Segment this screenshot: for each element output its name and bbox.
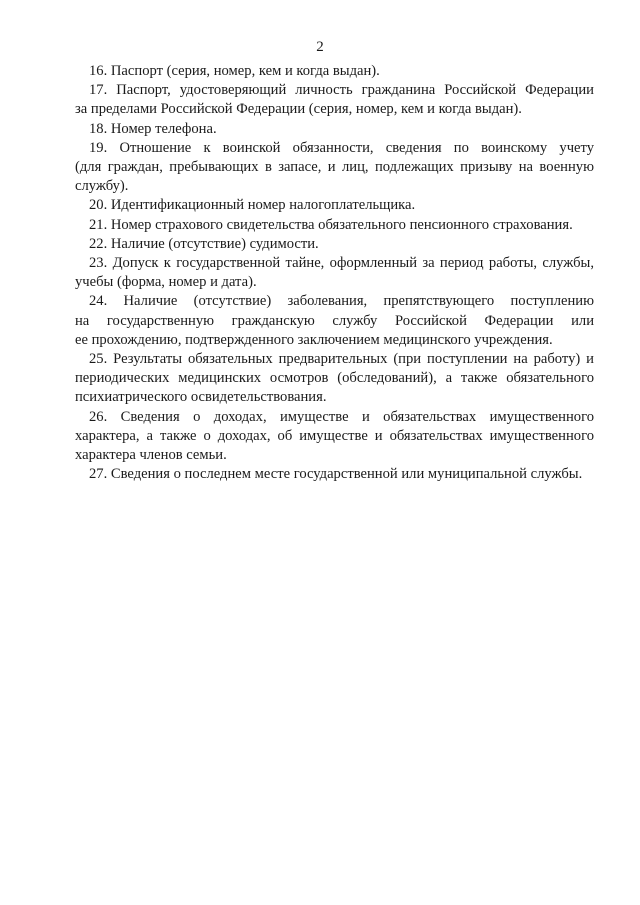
list-item-24 — [75, 292, 594, 350]
list-item-18 — [82, 120, 594, 139]
text-line: 16. Паспорт (серия, номер, кем и когда выдан). — [89, 63, 380, 79]
text-line: 22. Наличие (отсутствие) судимости. — [89, 235, 319, 252]
text-line: учебы (форма, номер и дата). — [75, 274, 257, 291]
text-line: 26. Сведения о доходах, имуществе и обязательствах имущественного — [89, 408, 594, 425]
list-item-22 — [82, 235, 594, 254]
text-line: 17. Паспорт, удостоверяющий личность гражданина Российской Федерации — [89, 82, 594, 99]
text-line: характера, а также о доходах, об имуществе и обязательствах имущественного — [75, 427, 594, 444]
list-item-27 — [82, 465, 594, 484]
text-line: 19. Отношение к воинской обязанности, сведения по воинскому учету — [89, 139, 594, 156]
text-line: службу). — [75, 178, 129, 195]
list-item-17 — [75, 81, 594, 119]
text-line: 25. Результаты обязательных предварительных (при поступлении на работу) и — [89, 351, 594, 368]
text-line: за пределами Российской Федерации (серия, номер, кем и когда выдан). — [75, 101, 522, 118]
text-line: ее прохождению, подтвержденного заключением медицинского учреждения. — [75, 331, 553, 348]
text-line: 21. Номер страхового свидетельства обязательного пенсионного страхования. — [89, 216, 573, 233]
list-item-16 — [82, 62, 594, 81]
list-item-19 — [75, 139, 594, 197]
text-line: 18. Номер телефона. — [89, 120, 217, 137]
text-line: 20. Идентификационный номер налогоплательщика. — [89, 197, 416, 214]
text-line: 27. Сведения о последнем месте государственной или муниципальной службы. — [89, 466, 583, 483]
text-line: на государственную гражданскую службу Российской Федерации или — [75, 312, 594, 329]
text-line: 23. Допуск к государственной тайне, оформленный за период работы, службы, — [89, 255, 594, 272]
text-line: характера членов семьи. — [75, 447, 227, 464]
page-number: 2 — [316, 39, 324, 55]
list-item-20 — [82, 196, 594, 215]
text-line: 24. Наличие (отсутствие) заболевания, препятствующего поступлению — [89, 293, 594, 310]
list-item-21 — [82, 216, 594, 235]
text-line: (для граждан, пребывающих в запасе, и лиц, подлежащих призыву на военную — [75, 159, 594, 176]
text-line: психиатрического освидетельствования. — [75, 389, 327, 406]
list-item-26 — [75, 408, 594, 466]
document-body — [75, 62, 594, 484]
list-item-25 — [75, 350, 594, 408]
list-item-23 — [75, 254, 594, 292]
text-line: периодических медицинских осмотров (обследований), а также обязательного — [75, 370, 594, 387]
